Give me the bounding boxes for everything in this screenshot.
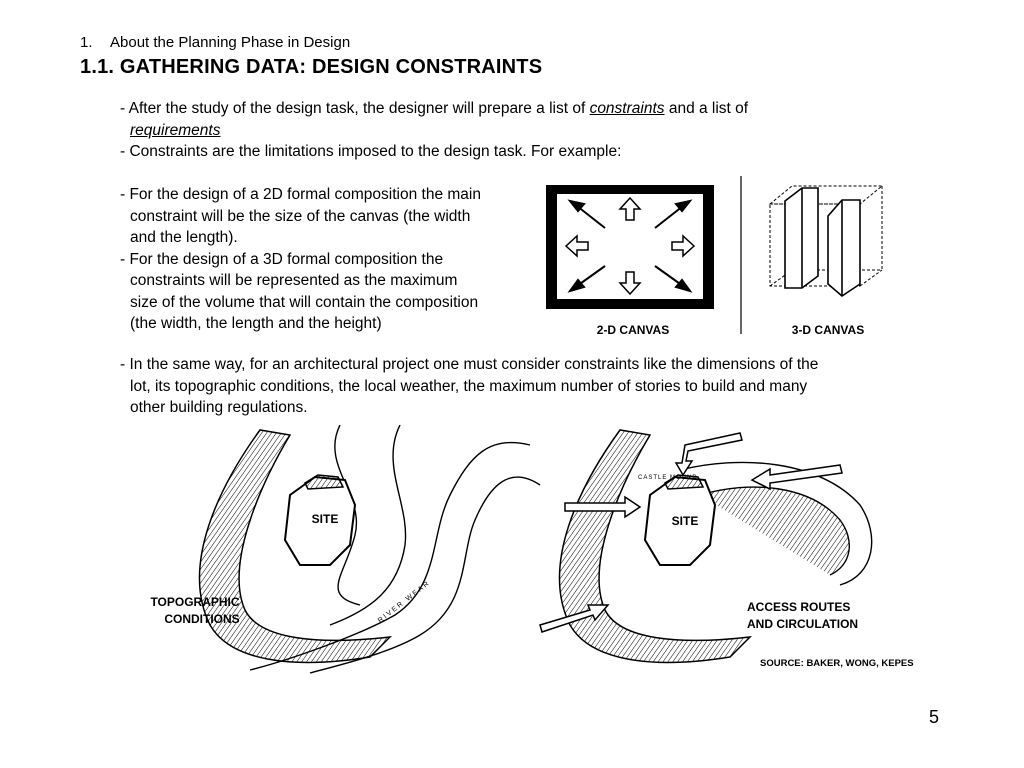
river-label: RIVER WEAR	[376, 579, 432, 625]
caption-3d-canvas: 3-D CANVAS	[791, 323, 865, 337]
bullet-line: - In the same way, for an architectural project one must consider constraints like the dimensions of the	[120, 356, 819, 373]
topographic-label-line2: CONDITIONS	[164, 612, 240, 626]
bullet-line: - For the design of a 2D formal composition the main	[120, 186, 481, 203]
bullet-text: and a list of	[664, 100, 749, 117]
bullet-text: - After the study of the design task, the designer will prepare a list of	[120, 100, 590, 117]
bullet-line: size of the volume that will contain the composition	[130, 293, 479, 311]
term-constraints: constraints	[589, 100, 665, 117]
bullet-line: (the width, the length and the height)	[130, 315, 382, 332]
bullet-line: and the length).	[130, 229, 238, 246]
page-number: 5	[928, 707, 939, 727]
castle-mound-label: CASTLE MOUND	[638, 475, 698, 481]
source-credit: SOURCE: BAKER, WONG, KEPES	[760, 658, 914, 669]
caption-2d-canvas: 2-D CANVAS	[596, 323, 670, 337]
canvas-figure	[540, 176, 900, 342]
site-map-topography	[150, 425, 540, 673]
bullet-2d-3d	[120, 184, 540, 335]
bullet-line: constraints will be represented as the maximum	[130, 272, 458, 289]
site-label-left: SITE	[311, 512, 339, 526]
site-label-right: SITE	[671, 514, 699, 528]
section-number: 1.	[80, 34, 93, 51]
site-map-access	[540, 430, 914, 669]
section-heading	[80, 34, 350, 51]
page-title: 1.1. GATHERING DATA: DESIGN CONSTRAINTS	[80, 56, 543, 78]
topographic-label-line1: TOPOGRAPHIC	[150, 595, 240, 609]
bullet-line: lot, its topographic conditions, the local weather, the maximum number of stories to build and many	[130, 377, 808, 395]
canvas-3d-illustration	[770, 186, 882, 296]
bullet-line: other building regulations.	[130, 399, 308, 416]
access-routes-label-line1: ACCESS ROUTES	[747, 600, 851, 614]
site-maps-figure	[140, 425, 920, 675]
bullet-definition: - Constraints are the limitations imposed to the design task. For example:	[120, 143, 622, 160]
access-routes-label-line2: AND CIRCULATION	[747, 617, 859, 631]
bullet-line: - For the design of a 3D formal composition the	[120, 250, 444, 268]
bullet-line: constraint will be the size of the canvas (the width	[130, 207, 471, 225]
term-requirements: requirements	[130, 121, 221, 139]
bullet-architectural	[120, 354, 910, 419]
section-label: About the Planning Phase in Design	[110, 34, 351, 51]
canvas-2d-illustration	[546, 185, 714, 309]
bullet-constraints-requirements	[120, 98, 840, 141]
